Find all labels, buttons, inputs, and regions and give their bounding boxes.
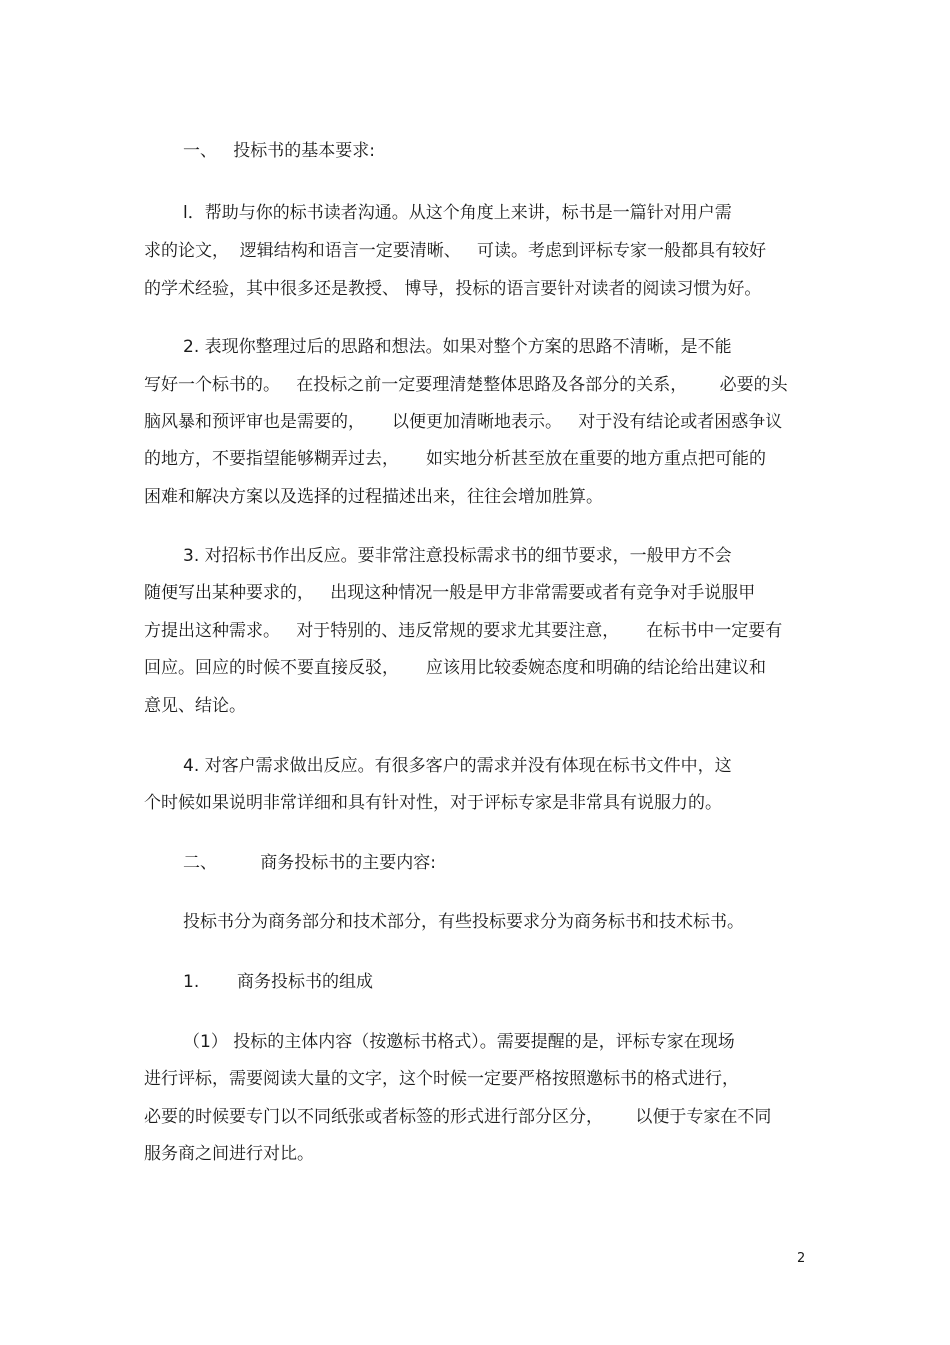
section-2-intro: 投标书分为商务部分和技术部分，有些投标要求分为商务标书和技术标书。 [183,912,744,932]
subsection-1-line-1: （1） 投标的主体内容（按邀标书格式）。需要提醒的是，评标专家在现场 [183,1032,735,1052]
paragraph-3-line-3: 方提出这种需求。 对于特别的、违反常规的要求尤其要注意， 在标书中一定要有 [144,621,783,641]
paragraph-2-line-4: 的地方，不要指望能够糊弄过去， 如实地分析甚至放在重要的地方重点把可能的 [144,449,767,469]
paragraph-4-line-2: 个时候如果说明非常详细和具有针对性，对于评标专家是非常具有说服力的。 [144,793,722,813]
paragraph-3-line-5: 意见、结论。 [144,696,246,716]
paragraph-3-line-4: 回应。回应的时候不要直接反驳， 应该用比较委婉态度和明确的结论给出建议和 [144,658,767,678]
page-number: 2 [797,1251,806,1266]
paragraph-2-line-3: 脑风暴和预评审也是需要的， 以便更加清晰地表示。 对于没有结论或者困惑争议 [144,412,783,432]
subsection-1-line-4: 服务商之间进行对比。 [144,1144,314,1164]
section-2-heading: 二、 商务投标书的主要内容: [183,853,436,873]
subsection-1-line-2: 进行评标，需要阅读大量的文字，这个时候一定要严格按照邀标书的格式进行， [144,1069,739,1089]
paragraph-2-line-2: 写好一个标书的。 在投标之前一定要理清楚整体思路及各部分的关系， 必要的头 [144,375,788,395]
paragraph-3-line-1: 3. 对招标书作出反应。要非常注意投标需求书的细节要求，一般甲方不会 [183,546,732,566]
paragraph-3-line-2: 随便写出某种要求的， 出现这种情况一般是甲方非常需要或者有竞争对手说服甲 [144,583,756,603]
paragraph-4-line-1: 4. 对客户需求做出反应。有很多客户的需求并没有体现在标书文件中，这 [183,756,732,776]
paragraph-1-line-1: l．帮助与你的标书读者沟通。从这个角度上来讲，标书是一篇针对用户需 [183,203,732,223]
section-1-heading: 一、 投标书的基本要求: [183,141,375,161]
subsection-1-line-3: 必要的时候要专门以不同纸张或者标签的形式进行部分区分， 以便于专家在不同 [144,1107,772,1127]
paragraph-2-line-1: 2. 表现你整理过后的思路和想法。如果对整个方案的思路不清晰，是不能 [183,337,732,357]
paragraph-2-line-5: 困难和解决方案以及选择的过程描述出来，往往会增加胜算。 [144,487,603,507]
paragraph-1-line-2: 求的论文， 逻辑结构和语言一定要清晰、 可读。考虑到评标专家一般都具有较好 [144,241,767,261]
subsection-1-heading: 1. 商务投标书的组成 [183,972,374,992]
paragraph-1-line-3: 的学术经验，其中很多还是教授、 博导，投标的语言要针对读者的阅读习惯为好。 [144,279,762,299]
